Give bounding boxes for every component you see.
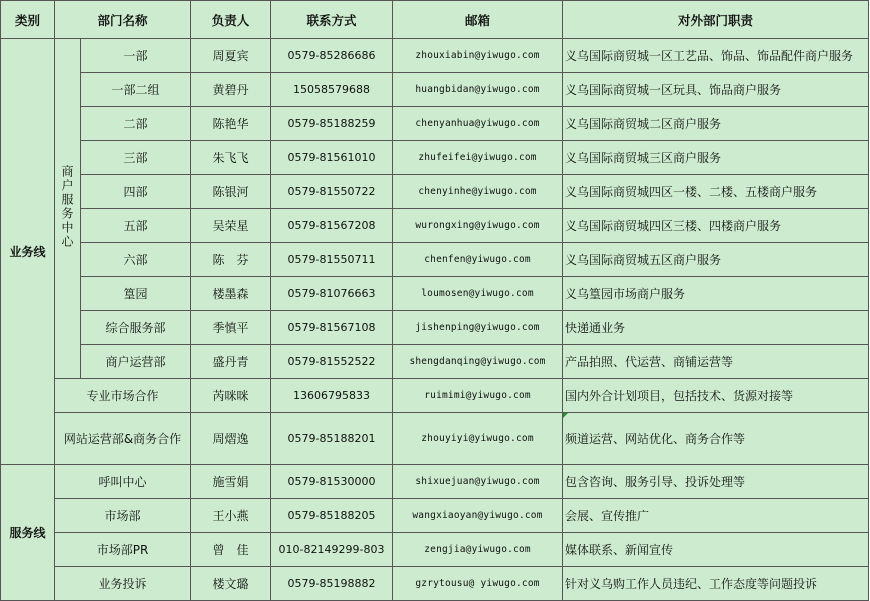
header-contact: 联系方式 [271,1,393,39]
email-cell: huangbidan@yiwugo.com [393,73,563,107]
table-row [1,209,869,243]
category-service: 服务线 [1,465,55,601]
phone-cell: 0579-85188205 [271,499,393,533]
dept-cell: 商户运营部 [81,345,191,379]
dept-cell: 六部 [81,243,191,277]
table-row [1,243,869,277]
manager-cell: 黄碧丹 [191,73,271,107]
duty-cell: 义乌国际商贸城二区商户服务 [563,107,869,141]
table-row [1,413,869,465]
email-cell: jishenping@yiwugo.com [393,311,563,345]
dept-cell: 四部 [81,175,191,209]
email-cell: wurongxing@yiwugo.com [393,209,563,243]
duty-cell: 义乌国际商贸城三区商户服务 [563,141,869,175]
dept-cell: 五部 [81,209,191,243]
manager-cell: 陈艳华 [191,107,271,141]
phone-cell: 15058579688 [271,73,393,107]
dept-cell: 市场部PR [55,533,191,567]
table-row [1,465,869,499]
phone-cell: 13606795833 [271,379,393,413]
duty-cell: 义乌国际商贸城一区工艺品、饰品、饰品配件商户服务 [563,39,869,73]
header-manager: 负责人 [191,1,271,39]
manager-cell: 王小燕 [191,499,271,533]
email-cell: zhufeifei@yiwugo.com [393,141,563,175]
phone-cell: 0579-81552522 [271,345,393,379]
phone-cell: 0579-85188201 [271,413,393,465]
duty-cell: 快递通业务 [563,311,869,345]
table-row [1,175,869,209]
dept-cell: 一部 [81,39,191,73]
phone-cell: 0579-81550722 [271,175,393,209]
header-row [1,1,869,39]
manager-cell: 施雪娟 [191,465,271,499]
manager-cell: 陈银河 [191,175,271,209]
phone-cell: 0579-85188259 [271,107,393,141]
dept-cell: 一部二组 [81,73,191,107]
dept-cell: 二部 [81,107,191,141]
header-category: 类别 [1,1,55,39]
header-email: 邮箱 [393,1,563,39]
email-cell: ruimimi@yiwugo.com [393,379,563,413]
phone-cell: 0579-81561010 [271,141,393,175]
duty-cell: 国内外合计划项目，包括技术、货源对接等 [563,379,869,413]
email-cell: chenfen@yiwugo.com [393,243,563,277]
dept-cell: 专业市场合作 [55,379,191,413]
table-row [1,533,869,567]
duty-cell: 产品拍照、代运营、商铺运营等 [563,345,869,379]
table-row [1,567,869,601]
header-department: 部门名称 [55,1,191,39]
duty-cell: 义乌国际商贸城四区三楼、四楼商户服务 [563,209,869,243]
header-duty: 对外部门职责 [563,1,869,39]
manager-cell: 陈 芬 [191,243,271,277]
dept-cell: 三部 [81,141,191,175]
table-row [1,379,869,413]
dept-cell: 综合服务部 [81,311,191,345]
dept-cell: 业务投诉 [55,567,191,601]
duty-cell: 义乌国际商贸城四区一楼、二楼、五楼商户服务 [563,175,869,209]
email-cell: zengjia@yiwugo.com [393,533,563,567]
duty-cell: 义乌篁园市场商户服务 [563,277,869,311]
manager-cell: 朱飞飞 [191,141,271,175]
table-row [1,73,869,107]
duty-cell: 会展、宣传推广 [563,499,869,533]
manager-cell: 楼文璐 [191,567,271,601]
manager-cell: 芮咪咪 [191,379,271,413]
email-cell: shengdanqing@yiwugo.com [393,345,563,379]
table-row [1,277,869,311]
phone-cell: 0579-81530000 [271,465,393,499]
manager-cell: 楼墨森 [191,277,271,311]
email-cell: chenyanhua@yiwugo.com [393,107,563,141]
merchant-center-cell [55,39,81,379]
table-row [1,345,869,379]
phone-cell: 0579-85286686 [271,39,393,73]
manager-cell: 曾 佳 [191,533,271,567]
category-business: 业务线 [1,39,55,465]
email-cell: gzrytousu@ yiwugo.com [393,567,563,601]
duty-cell: 频道运营、网站优化、商务合作等 [563,413,869,465]
duty-cell: 针对义乌购工作人员违纪、工作态度等问题投诉 [563,567,869,601]
table-row [1,499,869,533]
table-row [1,107,869,141]
dept-cell: 呼叫中心 [55,465,191,499]
email-cell: zhouyiyi@yiwugo.com [393,413,563,465]
dept-cell: 网站运营部&商务合作 [55,413,191,465]
email-cell: zhouxiabin@yiwugo.com [393,39,563,73]
duty-cell: 媒体联系、新闻宣传 [563,533,869,567]
email-cell: shixuejuan@yiwugo.com [393,465,563,499]
phone-cell: 010-82149299-803 [271,533,393,567]
table-row [1,141,869,175]
email-cell: wangxiaoyan@yiwugo.com [393,499,563,533]
dept-cell: 篁园 [81,277,191,311]
phone-cell: 0579-81567108 [271,311,393,345]
manager-cell: 吴荣星 [191,209,271,243]
table-row [1,39,869,73]
email-cell: loumosen@yiwugo.com [393,277,563,311]
email-cell: chenyinhe@yiwugo.com [393,175,563,209]
dept-cell: 市场部 [55,499,191,533]
phone-cell: 0579-81076663 [271,277,393,311]
manager-cell: 盛丹青 [191,345,271,379]
merchant-center-label: 商户服务中心 [60,165,74,249]
phone-cell: 0579-85198882 [271,567,393,601]
duty-cell: 包含咨询、服务引导、投诉处理等 [563,465,869,499]
manager-cell: 季慎平 [191,311,271,345]
table-row [1,311,869,345]
duty-cell: 义乌国际商贸城一区玩具、饰品商户服务 [563,73,869,107]
phone-cell: 0579-81567208 [271,209,393,243]
manager-cell: 周夏宾 [191,39,271,73]
duty-cell: 义乌国际商贸城五区商户服务 [563,243,869,277]
manager-cell: 周熠逸 [191,413,271,465]
phone-cell: 0579-81550711 [271,243,393,277]
